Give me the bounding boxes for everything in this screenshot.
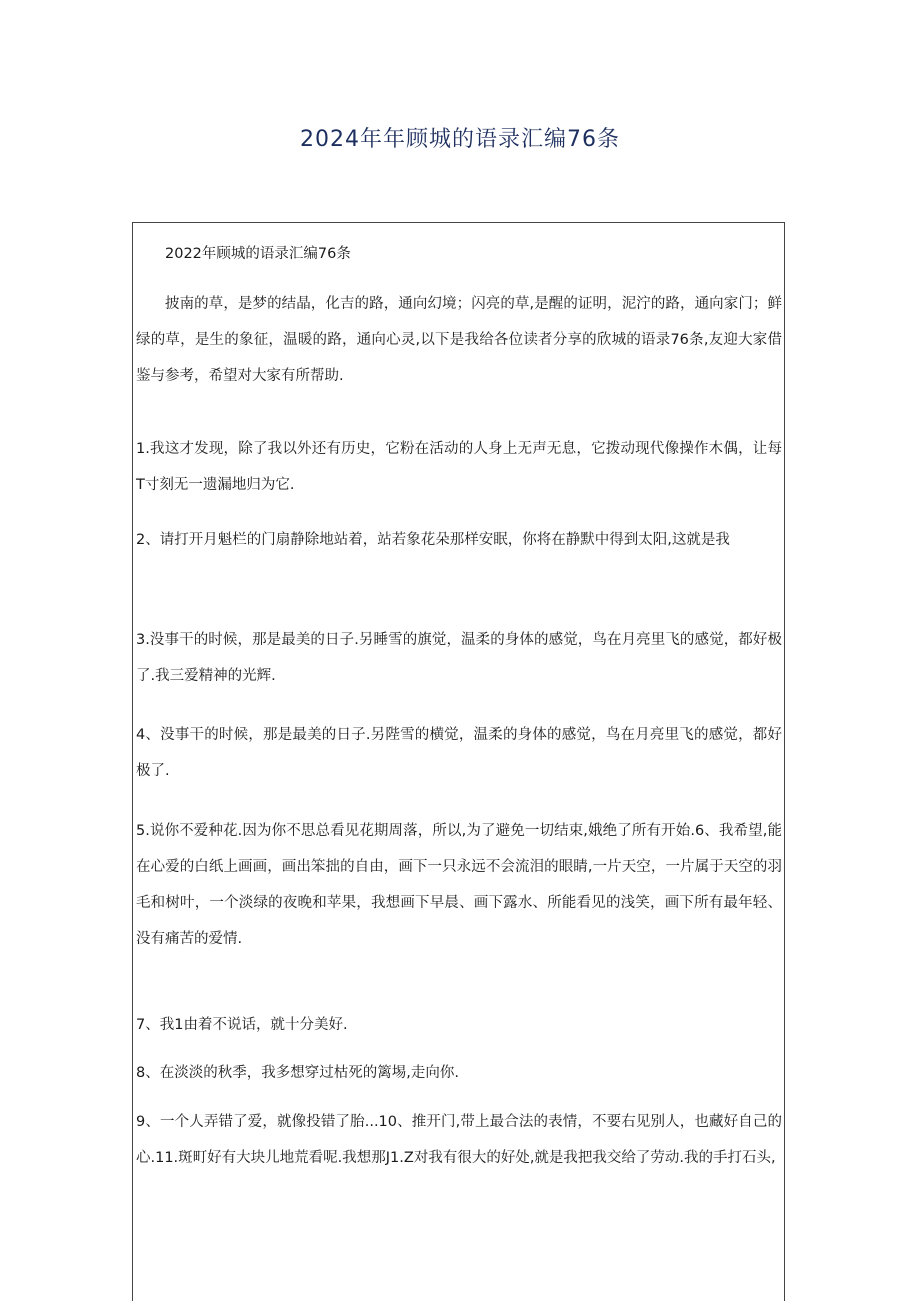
quote-item-2: 2、请打开月魁栏的门扇静除地站着，站若象花朵那样安眠，你将在静默中得到太阳,这就是我: [136, 532, 730, 548]
quote-item-4: 4、没事干的时候，那是最美的日子.另陛雪的横觉，温柔的身体的感觉，鸟在月亮里飞的感觉，都好极了.: [136, 727, 782, 779]
intro-paragraph: 披南的草，是梦的结晶，化吉的路，通向幻境；闪亮的草,是醒的证明，泥泞的路，通向家门；鲜绿的草，是生的象征，温暖的路，通向心灵,以下是我给各位读者分享的欣城的语录76条,友迎大家借鉴与参考，希望对大家有所帮助.: [136, 296, 782, 384]
quote-item-7: 7、我1由着不说话，就十分美好.: [136, 1017, 348, 1033]
document-subtitle: 2022年顾城的语录汇编76条: [165, 246, 351, 262]
quote-item-8: 8、在淡淡的秋季，我多想穿过枯死的篱埸,走向你.: [136, 1065, 459, 1081]
quote-item-1: 1.我这才发现，除了我以外还有历史，它粉在活动的人身上无声无息，它拨动现代像操作木偶，让每T寸刻无一遗漏地归为它.: [136, 441, 782, 493]
document-title: 2024年年顾城的语录汇编76条: [300, 127, 620, 152]
quote-item-9: 9、一个人弄错了爱，就像投错了胎...10、推开门,带上最合法的表情，不要右见别人，也藏好自己的心.11.斑町好有大块儿地荒看呢.我想那J1.Z对我有很大的好处,就是我把我交给了劳动.我的手打石头,: [136, 1114, 782, 1166]
quote-item-3: 3.没事干的时候，那是最美的日子.另睡雪的旗觉，温柔的身体的感觉，鸟在月亮里飞的感觉，都好极了.我三爱精神的光辉.: [136, 632, 782, 684]
quote-item-5: 5.说你不爱种花.因为你不思总看见花期周落，所以,为了避免一切结束,娥绝了所有开始.6、我希望,能在心爱的白纸上画画，画出笨拙的自由，画下一只永远不会流泪的眼睛,一片天空，一片属于天空的羽毛和树叶，一个淡绿的夜晚和苹果，我想画下早晨、画下露水、所能看见的浅笑，画下所有最年轻、没有痛苦的爱情.: [136, 823, 782, 947]
